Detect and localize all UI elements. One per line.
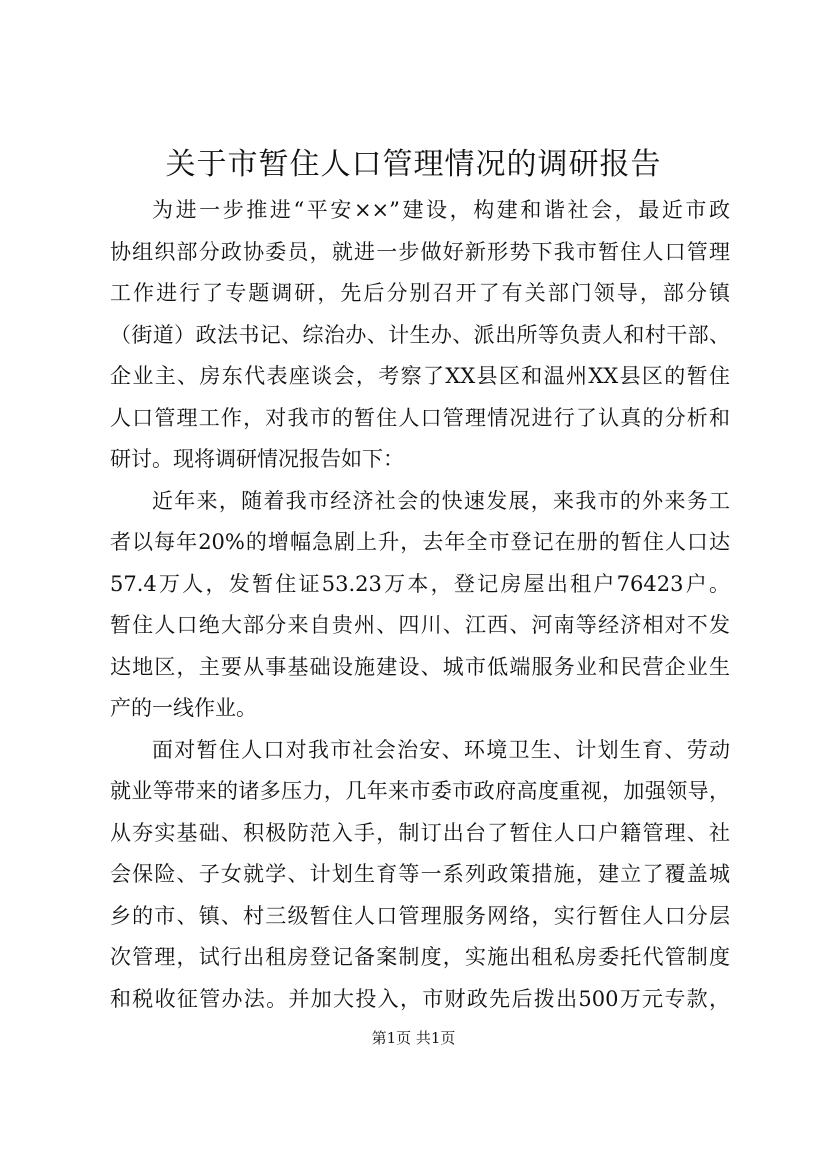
paragraph-line: 协组织部分政协委员，就进一步做好新形势下我市暂住人口管理 [110, 239, 730, 264]
paragraph-line: （街道）政法书记、综治办、计生办、派出所等负责人和村干部、 [110, 322, 730, 347]
document-body [110, 190, 730, 1020]
paragraph-line: 会保险、子女就学、计划生育等一系列政策措施，建立了覆盖城 [110, 862, 730, 886]
page-footer: 第1页 共1页 [371, 1029, 456, 1047]
paragraph-line: 研讨。现将调研情况报告如下： [110, 447, 404, 471]
paragraph-line: 人口管理工作，对我市的暂住人口管理情况进行了认真的分析和 [110, 405, 730, 430]
paragraph-line: 面对暂住人口对我市社会治安、环境卫生、计划生育、劳动 [152, 737, 730, 762]
paragraph-line: 57.4万人，发暂住证53.23万本，登记房屋出租户76423户。 [110, 571, 730, 596]
document-title: 关于市暂住人口管理情况的调研报告 [165, 147, 662, 182]
paragraph-line: 工作进行了专题调研，先后分别召开了有关部门领导，部分镇 [110, 281, 730, 305]
paragraph-line: 从夯实基础、积极防范入手，制订出台了暂住人口户籍管理、社 [110, 820, 730, 845]
paragraph-line: 近年来，随着我市经济社会的快速发展，来我市的外来务工 [152, 488, 730, 513]
paragraph-line: 企业主、房东代表座谈会，考察了XX县区和温州XX县区的暂住 [110, 364, 730, 388]
paragraph-line: 者以每年20%的增幅急剧上升，去年全市登记在册的暂住人口达 [110, 530, 730, 554]
paragraph-line: 产的一线作业。 [110, 696, 257, 720]
paragraph-line: 为进一步推进“平安××”建设，构建和谐社会，最近市政 [152, 198, 730, 222]
paragraph-line: 和税收征管办法。并加大投入，市财政先后拨出500万元专款， [110, 986, 730, 1011]
paragraph-line: 就业等带来的诸多压力，几年来市委市政府高度重视，加强领导， [110, 779, 730, 803]
paragraph-line: 暂住人口绝大部分来自贵州、四川、江西、河南等经济相对不发 [110, 613, 730, 637]
paragraph-line: 乡的市、镇、村三级暂住人口管理服务网络，实行暂住人口分层 [110, 903, 730, 928]
paragraph-line: 次管理，试行出租房登记备案制度，实施出租私房委托代管制度 [110, 945, 730, 969]
paragraph-line: 达地区，主要从事基础设施建设、城市低端服务业和民营企业生 [110, 654, 730, 679]
